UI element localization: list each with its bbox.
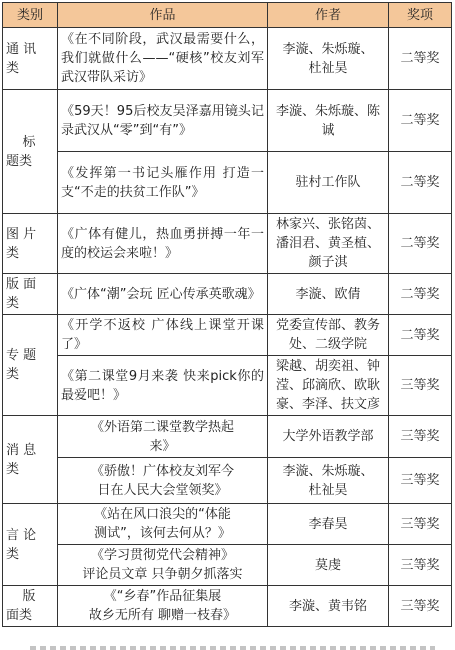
work-cell: 《外语第二课堂教学热起 来》: [58, 416, 268, 458]
prize-cell: 三等奖: [389, 356, 452, 416]
work-cell: 《学习贯彻党代会精神》 评论员文章 只争朝夕抓落实: [58, 545, 268, 586]
author-cell: 李漩、朱烁璇、 杜祉昊: [268, 28, 389, 90]
table-row: [3, 90, 452, 152]
category-cell: 图 片 类: [3, 214, 58, 274]
prize-cell: 三等奖: [389, 458, 452, 504]
category-cell: 标 题类: [3, 90, 58, 214]
work-cell: 《广体有健儿，热血勇拼搏一年一度的校运会来啦！》: [58, 214, 268, 274]
table-row: [3, 356, 452, 416]
author-cell: 驻村工作队: [268, 152, 389, 214]
header-row: [3, 3, 452, 28]
table-row: [3, 416, 452, 458]
work-cell: 《59天！95后校友吴泽嘉用镜头记录武汉从“零”到“有”》: [58, 90, 268, 152]
work-cell: 《在不同阶段，武汉最需要什么，我们就做什么——“硬核”校友刘军武汉带队采访》: [58, 28, 268, 90]
author-cell: 林家兴、张铭茵、 潘泪君、黄圣植、 颜子淇: [268, 214, 389, 274]
category-cell: 版 面类: [3, 586, 58, 627]
prize-cell: 二等奖: [389, 274, 452, 315]
prize-cell: 三等奖: [389, 416, 452, 458]
prize-cell: 二等奖: [389, 315, 452, 356]
awards-table: [2, 2, 452, 627]
table-body: [3, 28, 452, 627]
table-row: [3, 315, 452, 356]
category-cell: 言 论 类: [3, 504, 58, 586]
work-cell: 《站在风口浪尖的“体能 测试”，该何去何从？》: [58, 504, 268, 545]
table-row: [3, 274, 452, 315]
work-cell: 《第二课堂9月来袭 快来pick你的最爱吧！》: [58, 356, 268, 416]
table-header: [3, 3, 452, 28]
author-cell: 李漩、欧倩: [268, 274, 389, 315]
author-cell: 党委宣传部、教务 处、二级学院: [268, 315, 389, 356]
prize-cell: 三等奖: [389, 545, 452, 586]
header-category: 类别: [3, 3, 58, 28]
work-cell: 《广体“潮”会玩 匠心传承英歌魂》: [58, 274, 268, 315]
table-row: [3, 28, 452, 90]
category-cell: 消 息 类: [3, 416, 58, 504]
work-cell: 《开学不返校 广体线上课堂开课了》: [58, 315, 268, 356]
prize-cell: 三等奖: [389, 504, 452, 545]
work-cell: 《骄傲！广体校友刘军今 日在人民大会堂领奖》: [58, 458, 268, 504]
header-prize: 奖项: [389, 3, 452, 28]
table-row: [3, 545, 452, 586]
table-row: [3, 586, 452, 627]
author-cell: 李漩、朱烁璇、 杜祉昊: [268, 458, 389, 504]
prize-cell: 二等奖: [389, 90, 452, 152]
cut-off-text-line: [30, 646, 435, 650]
work-cell: 《“乡春”作品征集展 故乡无所有 聊赠一枝春》: [58, 586, 268, 627]
category-cell: 通 讯 类: [3, 28, 58, 90]
prize-cell: 二等奖: [389, 28, 452, 90]
author-cell: 大学外语教学部: [268, 416, 389, 458]
author-cell: 梁越、胡奕祖、钟 滢、邱滴欣、欧耿 豪、李泽、扶文彦: [268, 356, 389, 416]
work-cell: 《发挥第一书记头雁作用 打造一支“不走的扶贫工作队”》: [58, 152, 268, 214]
prize-cell: 二等奖: [389, 152, 452, 214]
prize-cell: 二等奖: [389, 214, 452, 274]
author-cell: 李漩、朱烁璇、陈 诚: [268, 90, 389, 152]
table-row: [3, 504, 452, 545]
table-row: [3, 214, 452, 274]
author-cell: 莫虔: [268, 545, 389, 586]
author-cell: 李春昊: [268, 504, 389, 545]
header-work: 作品: [58, 3, 268, 28]
category-cell: 版 面 类: [3, 274, 58, 315]
table-row: [3, 152, 452, 214]
table-row: [3, 458, 452, 504]
category-cell: 专 题 类: [3, 315, 58, 416]
prize-cell: 三等奖: [389, 586, 452, 627]
author-cell: 李漩、黄韦铭: [268, 586, 389, 627]
header-author: 作者: [268, 3, 389, 28]
